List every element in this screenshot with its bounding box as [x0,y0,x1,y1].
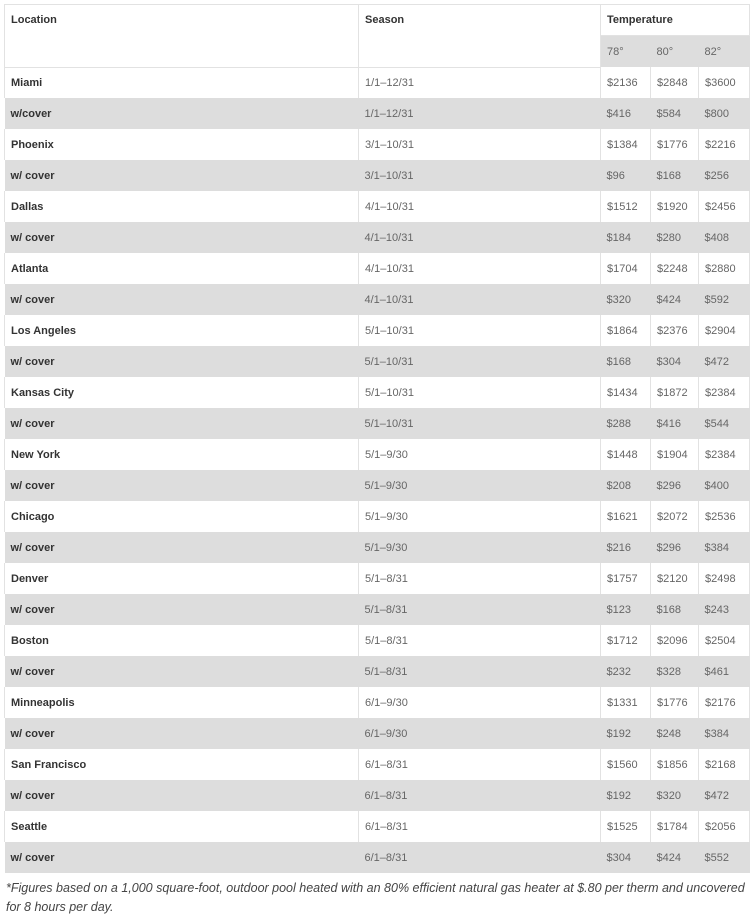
location-cell: w/ cover [5,470,359,501]
cost-80-cell: $168 [651,594,699,625]
table-row-location [5,625,750,656]
table-row-location [5,687,750,718]
cost-82-cell: $2056 [699,811,750,842]
cost-82-cell: $2880 [699,253,750,284]
location-cell: w/ cover [5,718,359,749]
location-cell: w/ cover [5,780,359,811]
season-cell: 6/1–8/31 [359,811,601,842]
cost-80-cell: $2848 [651,67,699,98]
cost-82-cell: $2536 [699,501,750,532]
cost-82-cell: $384 [699,718,750,749]
season-cell: 5/1–8/31 [359,656,601,687]
season-cell: 6/1–8/31 [359,780,601,811]
cost-78-cell: $1704 [601,253,651,284]
table-row-location [5,563,750,594]
location-cell: w/cover [5,98,359,129]
table-row-with-cover [5,408,750,439]
cost-80-cell: $2376 [651,315,699,346]
table-row-location [5,439,750,470]
cost-80-cell: $328 [651,656,699,687]
table-row-with-cover [5,842,750,873]
table-row-with-cover [5,470,750,501]
table-row-with-cover [5,346,750,377]
cost-80-cell: $280 [651,222,699,253]
column-header-temp-82: 82° [699,36,750,68]
season-cell: 4/1–10/31 [359,191,601,222]
column-header-location: Location [5,5,359,68]
cost-80-cell: $424 [651,842,699,873]
season-cell: 5/1–9/30 [359,501,601,532]
location-cell: w/ cover [5,160,359,191]
cost-78-cell: $304 [601,842,651,873]
table-row-with-cover [5,718,750,749]
table-header [5,5,750,68]
cost-82-cell: $2384 [699,439,750,470]
table-row-location [5,191,750,222]
season-cell: 6/1–8/31 [359,749,601,780]
cost-82-cell: $800 [699,98,750,129]
location-cell: Denver [5,563,359,594]
location-cell: Seattle [5,811,359,842]
footnote: *Figures based on a 1,000 square-foot, outdoor pool heated with an 80% efficient natural gas heater at $.80 per therm and uncovered for 8 hours per day. [6,881,745,914]
cost-78-cell: $1331 [601,687,651,718]
location-cell: Chicago [5,501,359,532]
cost-82-cell: $400 [699,470,750,501]
location-cell: Minneapolis [5,687,359,718]
cost-82-cell: $2904 [699,315,750,346]
cost-78-cell: $1512 [601,191,651,222]
cost-82-cell: $461 [699,656,750,687]
cost-78-cell: $232 [601,656,651,687]
season-cell: 5/1–9/30 [359,532,601,563]
cost-82-cell: $2168 [699,749,750,780]
cost-80-cell: $1920 [651,191,699,222]
location-cell: New York [5,439,359,470]
location-cell: w/ cover [5,346,359,377]
table-row-with-cover [5,780,750,811]
table-row-with-cover [5,284,750,315]
location-cell: Boston [5,625,359,656]
cost-78-cell: $2136 [601,67,651,98]
table-row-location [5,129,750,160]
table-row-location [5,749,750,780]
cost-82-cell: $2498 [699,563,750,594]
cost-80-cell: $320 [651,780,699,811]
cost-80-cell: $1784 [651,811,699,842]
cost-80-cell: $1872 [651,377,699,408]
cost-78-cell: $1621 [601,501,651,532]
season-cell: 3/1–10/31 [359,129,601,160]
table-row-location [5,315,750,346]
season-cell: 5/1–9/30 [359,470,601,501]
cost-82-cell: $256 [699,160,750,191]
location-cell: Dallas [5,191,359,222]
cost-82-cell: $243 [699,594,750,625]
cost-78-cell: $1525 [601,811,651,842]
location-cell: San Francisco [5,749,359,780]
cost-82-cell: $2456 [699,191,750,222]
location-cell: Kansas City [5,377,359,408]
cost-80-cell: $1776 [651,687,699,718]
cost-80-cell: $1856 [651,749,699,780]
season-cell: 5/1–10/31 [359,408,601,439]
season-cell: 5/1–10/31 [359,346,601,377]
cost-80-cell: $168 [651,160,699,191]
cost-78-cell: $216 [601,532,651,563]
table-row-with-cover [5,98,750,129]
cost-78-cell: $1712 [601,625,651,656]
cost-78-cell: $1560 [601,749,651,780]
cost-78-cell: $1384 [601,129,651,160]
cost-80-cell: $2072 [651,501,699,532]
cost-78-cell: $192 [601,718,651,749]
cost-78-cell: $1864 [601,315,651,346]
table-row-with-cover [5,160,750,191]
season-cell: 4/1–10/31 [359,222,601,253]
location-cell: Los Angeles [5,315,359,346]
cost-80-cell: $296 [651,470,699,501]
cost-78-cell: $320 [601,284,651,315]
cost-82-cell: $2504 [699,625,750,656]
location-cell: Phoenix [5,129,359,160]
table-row-location [5,811,750,842]
season-cell: 3/1–10/31 [359,160,601,191]
cost-80-cell: $248 [651,718,699,749]
season-cell: 5/1–8/31 [359,594,601,625]
cost-78-cell: $123 [601,594,651,625]
cost-82-cell: $2176 [699,687,750,718]
cost-82-cell: $408 [699,222,750,253]
season-cell: 6/1–9/30 [359,687,601,718]
season-cell: 6/1–9/30 [359,718,601,749]
cost-78-cell: $416 [601,98,651,129]
cost-80-cell: $424 [651,284,699,315]
cost-78-cell: $96 [601,160,651,191]
season-cell: 1/1–12/31 [359,67,601,98]
cost-80-cell: $2120 [651,563,699,594]
cost-78-cell: $192 [601,780,651,811]
cost-78-cell: $1448 [601,439,651,470]
table-row-location [5,501,750,532]
cost-78-cell: $208 [601,470,651,501]
location-cell: w/ cover [5,284,359,315]
cost-78-cell: $288 [601,408,651,439]
cost-80-cell: $416 [651,408,699,439]
season-cell: 6/1–8/31 [359,842,601,873]
season-cell: 5/1–8/31 [359,625,601,656]
cost-78-cell: $1757 [601,563,651,594]
column-header-season: Season [359,5,601,68]
cost-82-cell: $592 [699,284,750,315]
cost-78-cell: $168 [601,346,651,377]
table-row-location [5,377,750,408]
cost-80-cell: $1776 [651,129,699,160]
location-cell: w/ cover [5,656,359,687]
table-row-with-cover [5,656,750,687]
cost-82-cell: $544 [699,408,750,439]
season-cell: 5/1–8/31 [359,563,601,594]
location-cell: w/ cover [5,222,359,253]
table-row-with-cover [5,532,750,563]
cost-80-cell: $2248 [651,253,699,284]
season-cell: 5/1–10/31 [359,377,601,408]
cost-80-cell: $2096 [651,625,699,656]
location-cell: w/ cover [5,594,359,625]
column-header-temperature: Temperature [601,5,750,36]
location-cell: Miami [5,67,359,98]
cost-82-cell: $2216 [699,129,750,160]
cost-82-cell: $552 [699,842,750,873]
table-row-location [5,253,750,284]
cost-82-cell: $3600 [699,67,750,98]
column-header-temp-78: 78° [601,36,651,68]
cost-82-cell: $472 [699,346,750,377]
table-body [5,67,750,873]
table-row-location [5,67,750,98]
cost-82-cell: $2384 [699,377,750,408]
season-cell: 5/1–10/31 [359,315,601,346]
cost-82-cell: $472 [699,780,750,811]
table-row-with-cover [5,222,750,253]
location-cell: w/ cover [5,842,359,873]
cost-78-cell: $1434 [601,377,651,408]
cost-78-cell: $184 [601,222,651,253]
location-cell: Atlanta [5,253,359,284]
season-cell: 4/1–10/31 [359,284,601,315]
column-header-temp-80: 80° [651,36,699,68]
cost-82-cell: $384 [699,532,750,563]
cost-80-cell: $1904 [651,439,699,470]
table-row-with-cover [5,594,750,625]
location-cell: w/ cover [5,532,359,563]
cost-80-cell: $584 [651,98,699,129]
cost-80-cell: $304 [651,346,699,377]
season-cell: 5/1–9/30 [359,439,601,470]
pool-heating-cost-table [4,4,750,873]
season-cell: 1/1–12/31 [359,98,601,129]
location-cell: w/ cover [5,408,359,439]
cost-80-cell: $296 [651,532,699,563]
season-cell: 4/1–10/31 [359,253,601,284]
